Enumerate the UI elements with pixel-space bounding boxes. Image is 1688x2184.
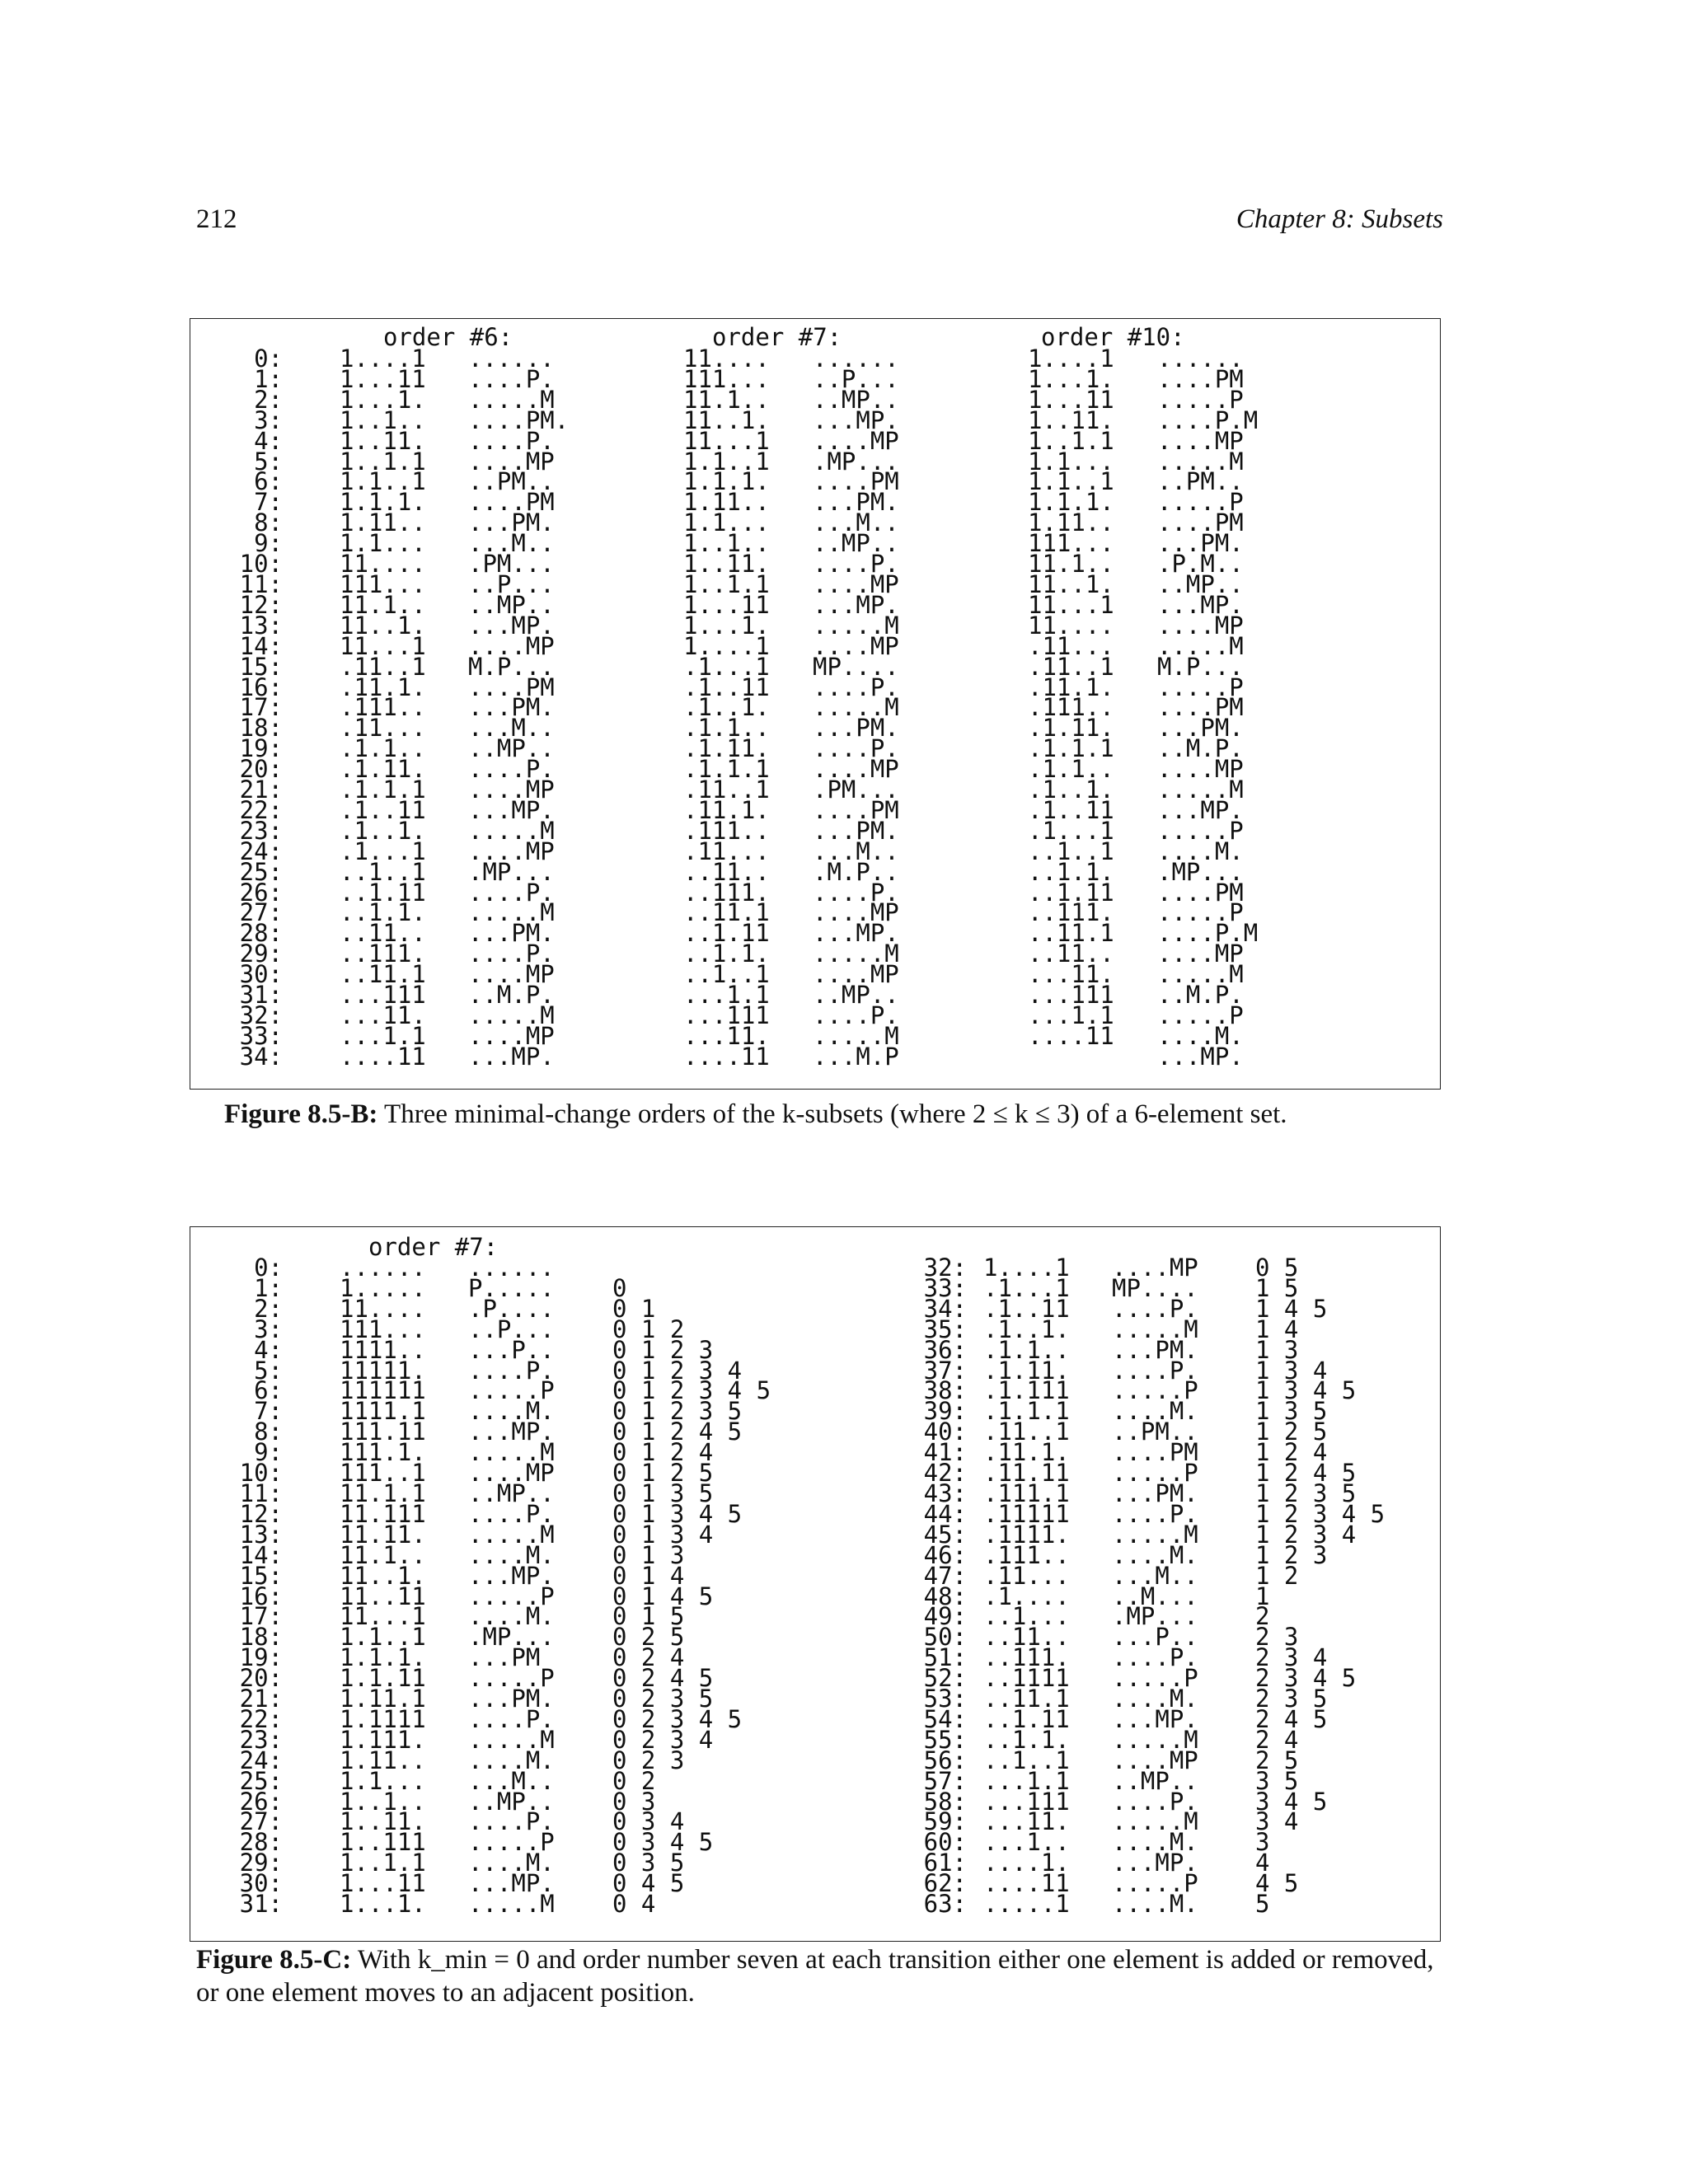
caption-label: Figure 8.5-B: xyxy=(224,1099,378,1129)
right-sets-column: 1....1 .1...1 .1..11 .1..1. .1.1.. .1.11. .1.111 .1.1.1 .11..1 .11.1. .11.11 .111.1 .11111 .1111. .111.. .11... .1.... ..1... ..11.. ..111. ..1111 ..11.1 ..1.11 ..1.1. ..1..1 ...1.1 ...111 ...11. ...1.. ....1. ....11 .....1 xyxy=(983,1254,1070,1919)
right-elements-column: 0 5 1 5 1 4 5 1 4 1 3 1 3 4 1 3 4 5 1 3 5 1 2 5 1 2 4 1 2 4 5 1 2 3 5 1 2 3 4 5 1 2 3 4 1 2 3 1 2 1 2 2 3 2 3 4 2 3 4 5 2 3 5 2 4 5 2 4 2 5 3 5 3 4 5 3 4 3 4 4 5 5 xyxy=(1255,1254,1386,1919)
order-10-title: order #10: xyxy=(1041,323,1185,351)
index-column: 0: 1: 2: 3: 4: 5: 6: 7: 8: 9: 10: 11: 12: 13: 14: 15: 16: 17: 18: 19: 20: 21: 22: 23: 24: 25: 26: 27: 28: 29: 30: 31: 32: 33: 34: xyxy=(239,344,283,1071)
order-6-title: order #6: xyxy=(383,323,513,351)
caption-text: With k_min = 0 and order number seven at each transition either one element is added or removed, or one element moves to an adjacent position. xyxy=(196,1945,1434,2008)
left-index-column: 0: 1: 2: 3: 4: 5: 6: 7: 8: 9: 10: 11: 12: 13: 14: 15: 16: 17: 18: 19: 20: 21: 22: 23: 24: 25: 26: 27: 28: 29: 30: 31: xyxy=(239,1254,283,1919)
order-6-sets-column: 1....1 1...11 1...1. 1..1.. 1..11. 1..1.1 1.1..1 1.1.1. 1.11.. 1.1... 11.... 111... 11.1.. 11..1. 11...1 .11..1 .11.1. .111.. .11... .1.1.. .1.11. .1.1.1 .1..11 .1..1. .1...1 ..1..1 ..1.11 ..1.1. ..11.. ..111. ..11.1 ...111 ...11. ...1.1 ....11 xyxy=(340,344,426,1071)
order-6-deltas-column: ...... ....P. .....M ....PM. ....P. ....MP ..PM.. ....PM ...PM. ...M.. .PM... ..P... ..MP.. ...MP. ....MP M.P... ....PM ...PM. ...M.. ..MP.. ....P. ....MP ...MP. .....M ....MP .MP... ....P. .....M ...PM. ....P. ....MP ..M.P. .....M ....MP ...MP. xyxy=(468,344,570,1071)
figure-8-5-c-box xyxy=(190,1226,1441,1942)
figure-8-5-b-box xyxy=(190,318,1441,1090)
right-index-column: 32: 33: 34: 35: 36: 37: 38: 39: 40: 41: 42: 43: 44: 45: 46: 47: 48: 49: 50: 51: 52: 53: 54: 55: 56: 57: 58: 59: 60: 61: 62: 63: xyxy=(923,1254,967,1919)
left-deltas-column: ...... P..... .P.... ..P... ...P.. ....P. .....P ....M. ...MP. .....M ....MP ..MP.. ....P. .....M ....M. ...MP. .....P ....M. .MP... ...PM .....P ...PM. ....P. .....M ....M. ...M.. ..MP.. ....P. .....P ....M. ...MP. .....M xyxy=(468,1254,555,1919)
figure-8-5-b-caption xyxy=(224,1098,1461,1131)
order-10-sets-column: 1....1 1...1. 1...11 1..11. 1..1.1 1.1... 1.1..1 1.1.1. 1.11.. 111... 11.1.. 11..1. 11...1 11.... .11... .11..1 .11.1. .111.. .1.11. .1.1.1 .1.1.. .1..1. .1..11 .1...1 ..1..1 ..1.1. ..1.11 ..111. ..11.1 ..11.. ...11. ...111 ...1.1 ....11 xyxy=(1028,344,1114,1050)
right-deltas-column: ....MP MP.... ....P. .....M ...PM. ....P. .....P ....M. ..PM.. ....PM .....P ...PM. ....P. .....M ....M. ...M.. ..M... .MP... ...P.. ....P. .....P ....M. ...MP. .....M ....MP ..MP.. ....P. .....M ....M. ...MP. .....P ....M. xyxy=(1112,1254,1198,1919)
left-sets-column: ...... 1..... 11.... 111... 1111.. 11111. 111111 1111.1 111.11 111.1. 111..1 11.1.1 11.111 11.11. 11.1.. 11..1. 11..11 11...1 1.1..1 1.1.1. 1.1.11 1.11.1 1.1111 1.111. 1.11.. 1.1... 1..1.. 1..11. 1..111 1..1.1 1...11 1...1. xyxy=(340,1254,426,1919)
chapter-title: Chapter 8: Subsets xyxy=(1236,204,1443,234)
caption-text: Three minimal-change orders of the k-subsets (where 2 ≤ k ≤ 3) of a 6-element set. xyxy=(384,1099,1287,1129)
page-number: 212 xyxy=(196,204,237,234)
order-7-sets-column: 11.... 111... 11.1.. 11..1. 11...1 1.1..1 1.1.1. 1.11.. 1.1... 1..1.. 1..11. 1..1.1 1...11 1...1. 1....1 .1...1 .1..11 .1..1. .1.1.. .1.11. .1.1.1 .11..1 .11.1. .111.. .11... ..11.. ..111. ..11.1 ..1.11 ..1.1. ..1..1 ...1.1 ...111 ...11. ....11 xyxy=(683,344,770,1071)
left-elements-column: 0 0 1 0 1 2 0 1 2 3 0 1 2 3 4 0 1 2 3 4 5 0 1 2 3 5 0 1 2 4 5 0 1 2 4 0 1 2 5 0 1 3 5 0 1 3 4 5 0 1 3 4 0 1 3 0 1 4 0 1 4 5 0 1 5 0 2 5 0 2 4 0 2 4 5 0 2 3 5 0 2 3 4 5 0 2 3 4 0 2 3 0 2 0 3 0 3 4 0 3 4 5 0 3 5 0 4 5 0 4 xyxy=(612,1273,771,1919)
order-7-title: order #7: xyxy=(368,1233,499,1261)
order-7-title: order #7: xyxy=(712,323,842,351)
caption-label: Figure 8.5-C: xyxy=(196,1945,352,1975)
figure-8-5-c-caption xyxy=(196,1943,1449,2009)
order-7-deltas-column: ...... ..P... ..MP.. ...MP. ....MP .MP... ....PM ...PM. ...M.. ..MP.. ....P. ....MP ...MP. .....M ....MP MP.... ....P. .....M ...PM. ....P. ....MP .PM... ....PM ...PM. ...M.. .M.P.. ....P. ....MP ...MP. .....M ....MP ..MP.. ....P. .....M ...M.P xyxy=(813,344,899,1071)
order-10-deltas-column: ...... ....PM .....P ....P.M ....MP .....M ..PM.. .....P ....PM ...PM. .P.M.. ..MP.. ...MP. ....MP .....M M.P... .....P ....PM ...PM. ..M.P. ....MP .....M ...MP. .....P ....M. .MP... ....PM .....P ....P.M ....MP .....M ..M.P. .....P ....M. ...MP. xyxy=(1157,344,1259,1071)
